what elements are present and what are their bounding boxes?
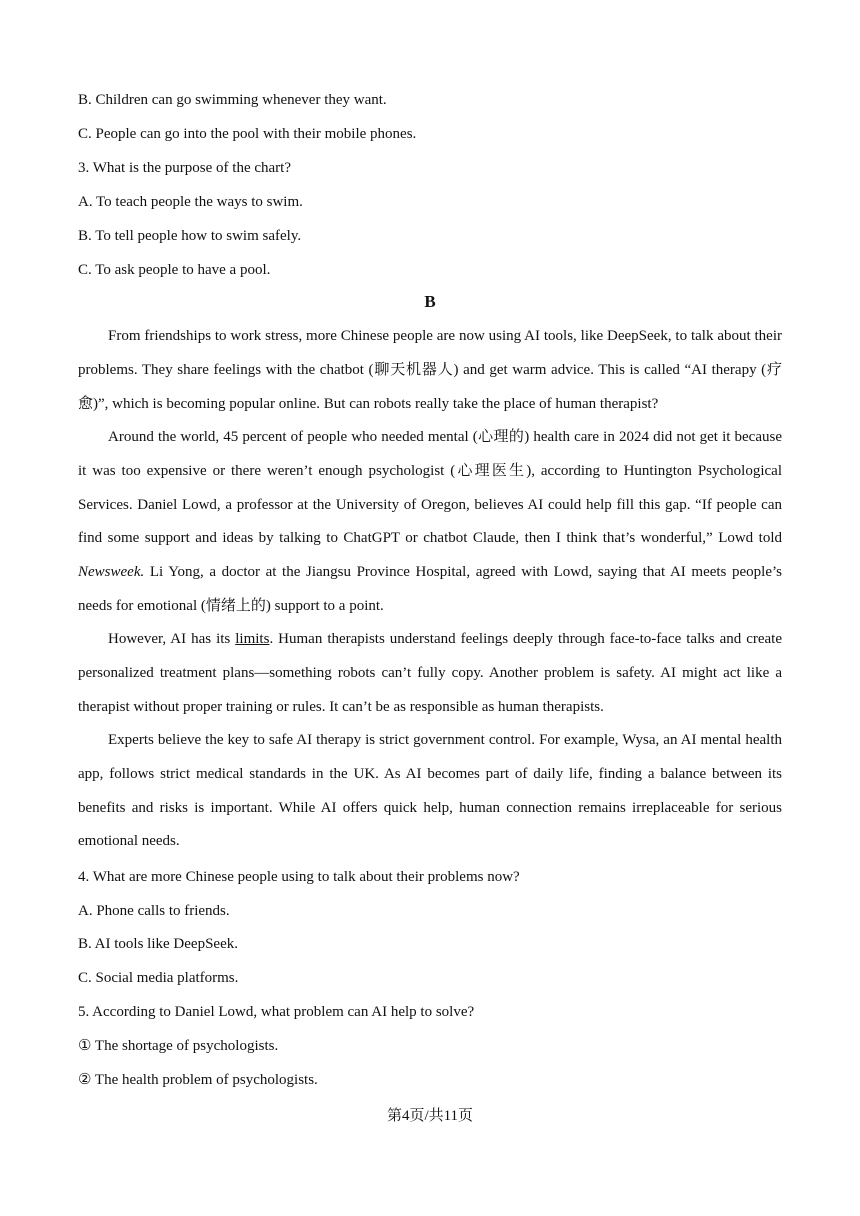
paragraph-2-text-a: Around the world, 45 percent of people who needed mental (心理的) health care in 2024 did not get it because it was too expensive or there weren’t enough psychologist (心理医生), according to Huntington Psychological Services. Daniel Lowd, a professor at the University of Oregon, believes AI could help fill this gap. “If people can find some support and ideas by talking to ChatGPT or chatbot Claude, then I think that’s wonderful,” Lowd told (78, 429, 782, 547)
passage-paragraph-3 (78, 623, 782, 724)
q3-option-b: B. To tell people how to swim safely. (78, 228, 302, 244)
paragraph-2-text-b: Li Yong, a doctor at the Jiangsu Province Hospital, agreed with Lowd, saying that AI meets people’s needs for emotional (情绪上的) support to a point. (78, 564, 782, 614)
passage-paragraph-2 (78, 421, 782, 624)
q4-option-c: C. Social media platforms. (78, 970, 239, 986)
passage-paragraph-4: Experts believe the key to safe AI therapy is strict government control. For example, Wysa, an AI mental health app, follows strict medical standards in the UK. As AI becomes part of daily life, finding a balance between its benefits and risks is important. While AI offers quick help, human connection remains irreplaceable for serious emotional needs. (78, 732, 782, 850)
q3-option-c: C. To ask people to have a pool. (78, 262, 271, 278)
section-title: B (424, 292, 436, 311)
underlined-word-limits: limits (235, 631, 270, 647)
q4-stem: 4. What are more Chinese people using to talk about their problems now? (78, 869, 520, 885)
page-number: 第4页/共11页 (386, 1108, 474, 1124)
q5-option-2: ② The health problem of psychologists. (78, 1072, 318, 1088)
q3-option-a: A. To teach people the ways to swim. (78, 194, 303, 210)
passage-paragraph-1: From friendships to work stress, more Chinese people are now using AI tools, like DeepSeek, to talk about their problems. They share feelings with the chatbot (聊天机器人) and get warm advice. This is called “AI therapy (疗愈)”, which is becoming popular online. But can robots really take the place of human therapist? (78, 328, 782, 412)
q5-stem: 5. According to Daniel Lowd, what problem can AI help to solve? (78, 1004, 475, 1020)
newsweek-title: Newsweek. (78, 564, 145, 581)
paragraph-3-text-b: . Human therapists understand feelings deeply through face-to-face talks and create personalized treatment plans—something robots can’t fully copy. Another problem is safety. AI might act like a therapist without proper training or rules. It can’t be as responsible as human therapists. (78, 631, 783, 715)
paragraph-3-text-a: However, AI has its (108, 631, 236, 647)
q3-stem: 3. What is the purpose of the chart? (78, 160, 291, 176)
q2-option-c: C. People can go into the pool with their mobile phones. (78, 126, 417, 142)
q4-option-a: A. Phone calls to friends. (78, 903, 230, 919)
q5-option-1: ① The shortage of psychologists. (78, 1038, 279, 1054)
q4-option-b: B. AI tools like DeepSeek. (78, 936, 238, 952)
q2-option-b: B. Children can go swimming whenever they want. (78, 92, 387, 108)
